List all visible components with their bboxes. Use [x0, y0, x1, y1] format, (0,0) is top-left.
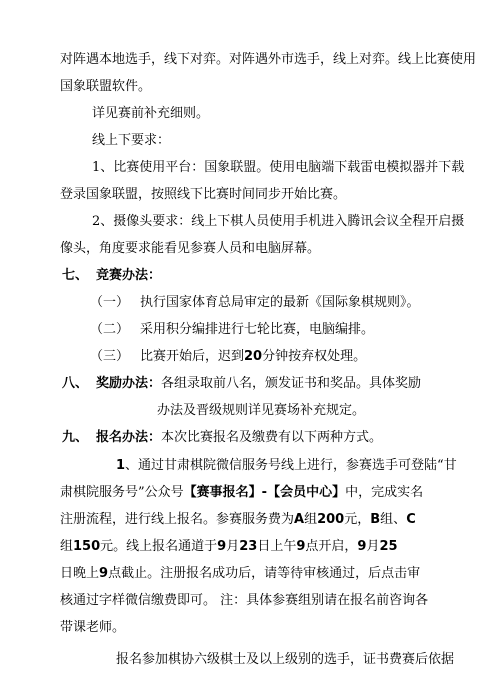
section7-item-3 — [90, 347, 490, 367]
section9-p1-line6: 核通过字样微信缴费即可。 注：具体参赛组别请在报名前咨询各 — [60, 593, 429, 608]
close-month: 9 — [357, 539, 367, 554]
fee-a: 200 — [317, 512, 345, 527]
section7-item-2-text: 采用积分编排进行七轮比赛，电脑编排。 — [140, 322, 375, 337]
section9-number: 九、 — [62, 430, 89, 445]
section7-item-3-text-a: 比赛开始后，迟到 — [140, 349, 245, 364]
section9-p2-line1: 报名参加棋协六级棋士及以上级别的选手，证书费赛后依据 — [116, 652, 455, 667]
p1-line3-a: 注册流程，进行线上报名。参赛服务费为 — [60, 512, 295, 527]
p1-line4-i: 点开启， — [305, 539, 358, 554]
section9-p1-line2 — [60, 483, 490, 503]
p1-line4-c: 元。线上报名通道于 — [100, 539, 218, 554]
menu-member-center: 【会员中心】 — [267, 485, 346, 500]
rules-note: 详见赛前补充细则。 — [92, 106, 210, 121]
section8-heading — [62, 374, 490, 394]
section7-item-2-marker: （二） — [90, 322, 130, 337]
p1-line1-text: 、通过甘肃棋院微信服务号线上进行，参赛选手可登陆“甘 — [125, 458, 457, 473]
section9-p1-line7: 带课老师。 — [60, 620, 126, 635]
section9-intro: 本次比赛报名及缴费有以下两种方式。 — [161, 430, 383, 445]
p1-line4-a: 组 — [60, 539, 74, 554]
section8-title: 奖励办法： — [96, 376, 162, 391]
p1-line2-a: 肃棋院服务号”公众号 — [60, 485, 184, 500]
p1-line5-c: 点截止。注册报名成功后，请等待审核通过，后点击审 — [108, 566, 421, 581]
p1-line3-g: 组、 — [380, 512, 407, 527]
req1-line1: 1、比赛使用平台：国象联盟。使用电脑端下载雷电模拟器并下载 — [92, 160, 465, 175]
p1-line5-a: 日晚上 — [60, 566, 100, 581]
section7-heading — [62, 266, 490, 286]
para1-line1: 对阵遇本地选手，线下对弈。对阵遇外市选手，线上对弈。线上比赛使用 — [60, 52, 477, 67]
p1-line4-e: 月 — [226, 539, 240, 554]
section7-title: 竞赛办法： — [96, 268, 162, 283]
p1-line4-g: 日上午 — [257, 539, 297, 554]
open-day: 23 — [239, 539, 258, 554]
para1-line2: 国象联盟软件。 — [60, 79, 152, 94]
p1-line3-c: 组 — [304, 512, 318, 527]
menu-event-signup: 【赛事报名】 — [183, 485, 262, 500]
section7-item-3-marker: （三） — [90, 349, 130, 364]
p1-line4-k: 月 — [366, 539, 380, 554]
group-b: B — [370, 512, 381, 527]
section7-number: 七、 — [62, 268, 89, 283]
p1-line3-e: 元， — [344, 512, 371, 527]
p1-line2-e: 中，完成实名 — [345, 485, 424, 500]
online-requirements-title: 线上下要求： — [92, 133, 171, 148]
section9-p1-line4 — [60, 537, 490, 557]
group-c: C — [406, 512, 416, 527]
group-a: A — [294, 512, 305, 527]
section8-number: 八、 — [62, 376, 89, 391]
section9-heading — [62, 428, 490, 448]
open-month: 9 — [217, 539, 227, 554]
close-hour: 9 — [99, 566, 109, 581]
section9-title: 报名办法： — [96, 430, 162, 445]
section9-p1-line5 — [60, 564, 490, 584]
req1-line2: 登录国象联盟，按照线下比赛时间同步开始比赛。 — [60, 187, 347, 202]
section9-p1-line3 — [60, 510, 490, 530]
method-number: 1 — [116, 458, 126, 473]
close-day: 25 — [379, 539, 398, 554]
menu-separator: - — [261, 485, 268, 500]
section8-line1: 各组录取前八名，颁发证书和奖品。具体奖励 — [161, 376, 422, 391]
section7-item-3-text-b: 分钟按弃权处理。 — [262, 349, 367, 364]
req2-line2: 像头，角度要求能看见参赛人员和电脑屏幕。 — [60, 241, 321, 256]
fee-bc: 150 — [73, 539, 101, 554]
section9-p1-line1 — [116, 456, 490, 476]
section7-item-1 — [90, 293, 490, 313]
section7-item-3-minutes: 20 — [244, 349, 263, 364]
section8-line2: 办法及晋级规则详见赛场补充规定。 — [157, 403, 366, 418]
open-hour: 9 — [296, 539, 306, 554]
section7-item-1-marker: （一） — [90, 295, 130, 310]
req2-line1: 2、摄像头要求：线上下棋人员使用手机进入腾讯会议全程开启摄 — [92, 214, 465, 229]
section7-item-1-text: 执行国家体育总局审定的最新《国际象棋规则》。 — [140, 295, 420, 310]
section7-item-2 — [90, 320, 490, 340]
